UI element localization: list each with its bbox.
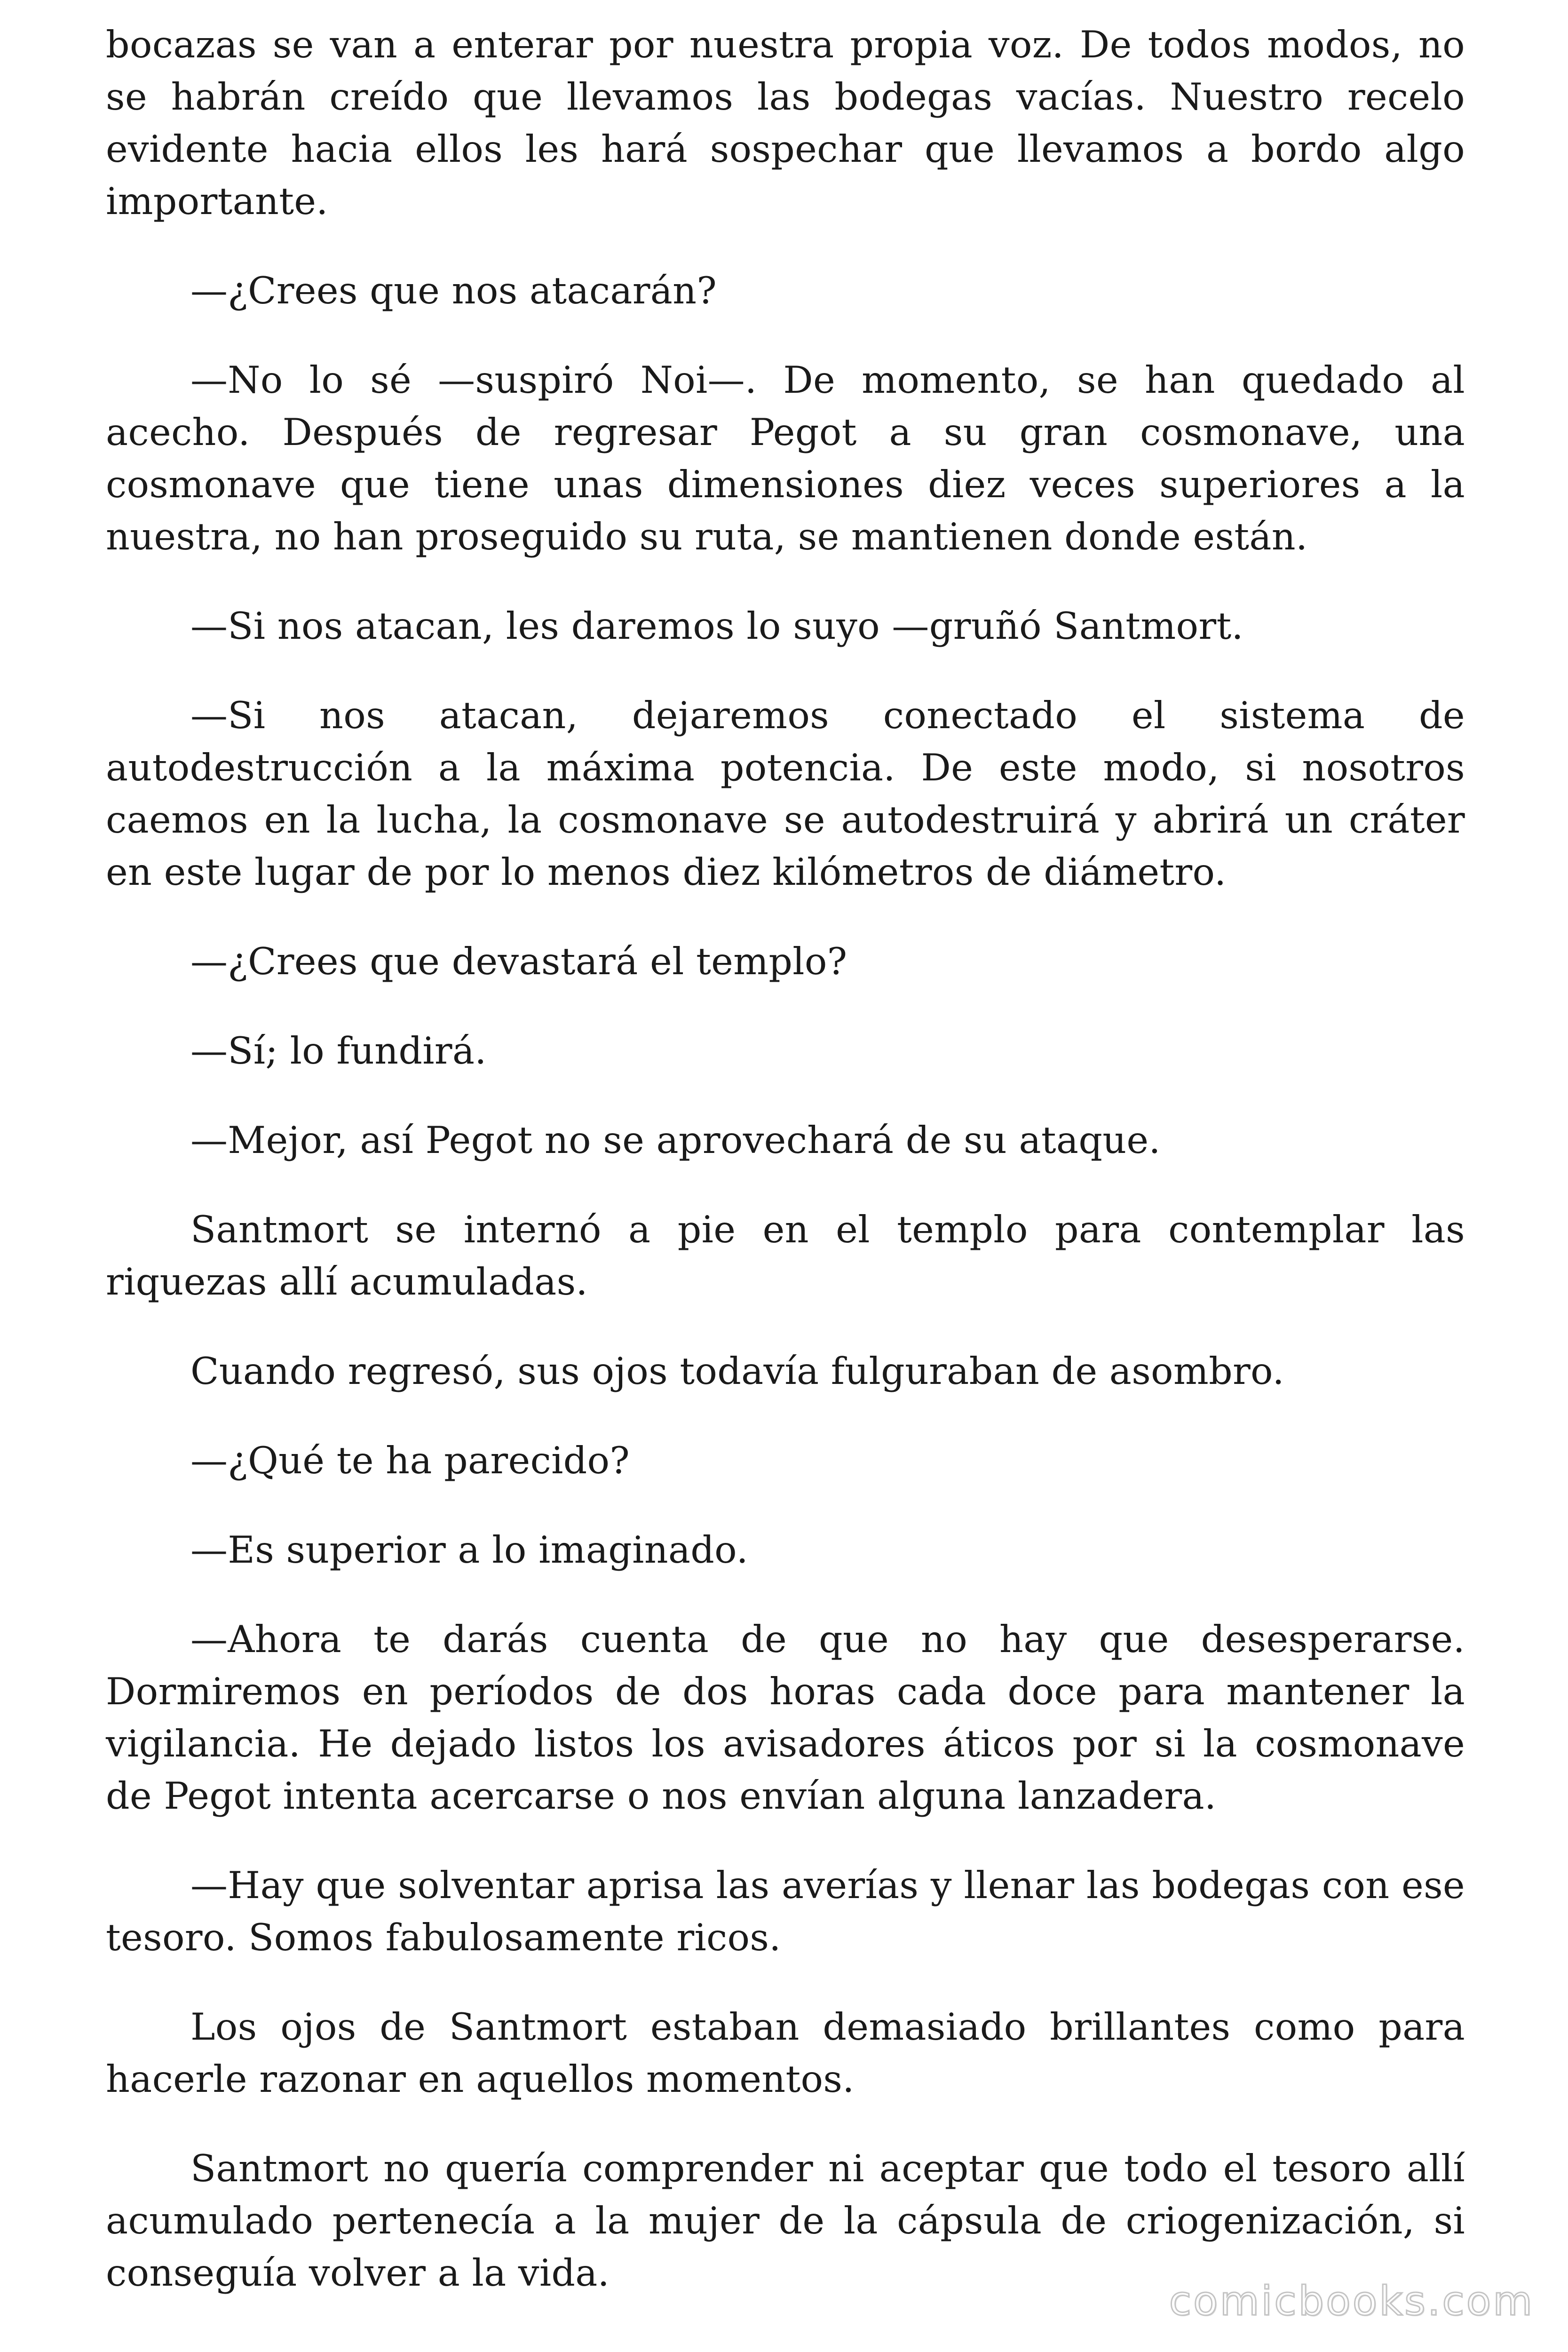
paragraph: Los ojos de Santmort estaban demasiado brillantes como para hacerle razonar en aquellos momentos. [106,2005,1465,2101]
paragraph: —Mejor, así Pegot no se aprovechará de su ataque. [190,1119,1161,1162]
paragraph: Cuando regresó, sus ojos todavía fulguraban de asombro. [190,1350,1284,1393]
paragraph: —¿Qué te ha parecido? [190,1439,630,1482]
paragraph: —Sí; lo fundirá. [190,1029,487,1073]
paragraph: —No lo sé —suspiró Noi—. De momento, se han quedado al acecho. Después de regresar Pegot a su gran cosmonave, una cosmonave que tiene unas dimensiones diez veces superiores a la nuestra, no han proseguido su ruta, se mantienen donde están. [106,358,1465,558]
paragraph: —Si nos atacan, les daremos lo suyo —gruñó Santmort. [190,604,1243,648]
paragraph: —Es superior a lo imaginado. [190,1528,749,1572]
paragraph: —¿Crees que nos atacarán? [190,269,717,312]
paragraph: bocazas se van a enterar por nuestra propia voz. De todos modos, no se habrán creído que llevamos las bodegas vacías. Nuestro recelo evidente hacia ellos les hará sospechar que llevamos a bordo algo importante. [106,23,1465,223]
paragraph: —Si nos atacan, dejaremos conectado el sistema de autodestrucción a la máxima potencia. De este modo, si nosotros caemos en la lucha, la cosmonave se autodestruirá y abrirá un cráter en este lugar de por lo menos diez kilómetros de diámetro. [106,694,1465,894]
paragraph: —¿Crees que devastará el templo? [190,940,847,983]
paragraph: Santmort no quería comprender ni aceptar que todo el tesoro allí acumulado pertenecía a la mujer de la cápsula de criogenización, si conseguía volver a la vida. [106,2147,1465,2295]
paragraph: —Hay que solventar aprisa las averías y llenar las bodegas con ese tesoro. Somos fabulosamente ricos. [106,1864,1465,1959]
paragraph: —Ahora te darás cuenta de que no hay que desesperarse. Dormiremos en períodos de dos horas cada doce para mantener la vigilancia. He dejado listos los avisadores áticos por si la cosmonave de Pegot intenta acercarse o nos envían alguna lanzadera. [106,1618,1465,1818]
page-text [106,19,1465,2336]
paragraph: Santmort se internó a pie en el templo para contemplar las riquezas allí acumuladas. [106,1208,1465,1303]
watermark: comicbooks.com [1169,2278,1534,2325]
